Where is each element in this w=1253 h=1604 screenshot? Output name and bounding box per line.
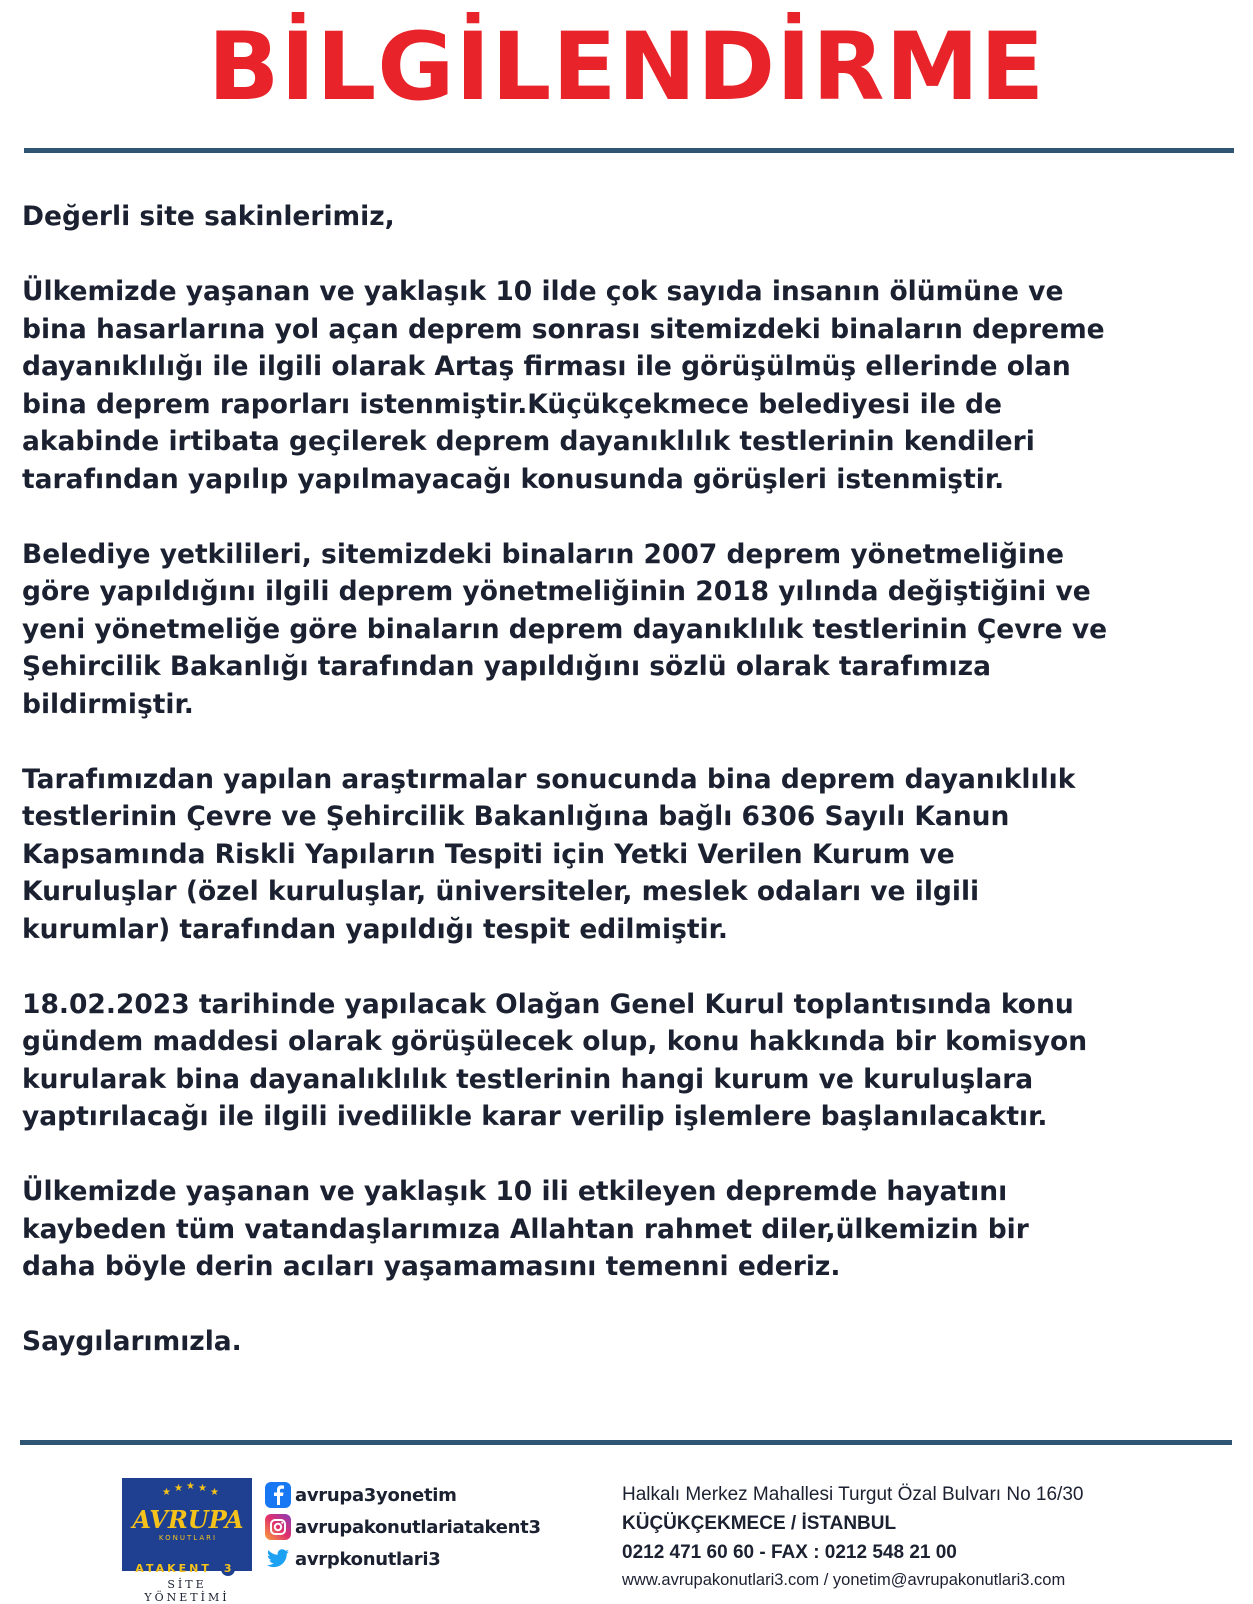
- website-email[interactable]: www.avrupakonutlari3.com / yonetim@avrupakonutlari3.com: [622, 1571, 1066, 1589]
- star-icon: ★: [198, 1483, 207, 1494]
- bottom-divider: [20, 1440, 1232, 1445]
- paragraph-2: Belediye yetkilileri, sitemizdeki binaların 2007 deprem yönetmeliğine göre yapıldığını ilgili deprem yönetmeliğinin 2018 yılında değiştiğini ve yeni yönetmeliğe göre binaların deprem dayanıklılık testlerinin Çevre ve Şehircilik Bakanlığı tarafından yapıldığını sözlü olarak tarafımıza bildirmiştir.: [22, 538, 1108, 720]
- star-icon: ★: [162, 1487, 171, 1498]
- city: KÜÇÜKÇEKMECE / İSTANBUL: [622, 1513, 897, 1534]
- page-title: BİLGİLENDİRME: [207, 13, 1046, 122]
- twitter-handle: avrpkonutlari3: [295, 1548, 441, 1570]
- announcement-body: [22, 198, 1232, 1398]
- social-instagram[interactable]: [265, 1512, 595, 1542]
- logo-word: AVRUPA: [132, 1505, 244, 1534]
- address: Halkalı Merkez Mahallesi Turgut Özal Bulvarı No 16/30: [622, 1484, 1084, 1505]
- twitter-icon: [265, 1546, 291, 1572]
- paragraph-1: Ülkemizde yaşanan ve yaklaşık 10 ilde çok sayıda insanın ölümüne ve bina hasarlarına yol açan deprem sonrası sitemizdeki binaların depreme dayanıklılığı ile ilgili olarak Artaş firması ile görüşülmüş ellerinde olan bina deprem raporları istenmiştir.Küçükçekmece belediyesi ile de akabinde irtibata geçilerek deprem dayanıklılık testlerinin kendileri tarafından yapılıp yapılmayacağı konusunda görüşleri istenmiştir.: [22, 276, 1105, 495]
- paragraph-5: Ülkemizde yaşanan ve yaklaşık 10 ili etkileyen depremde hayatını kaybeden tüm vatandaşlarımıza Allahtan rahmet diler,ülkemizin bir daha böyle derin acıları yaşamamasını temenni ederiz.: [22, 1176, 1029, 1282]
- star-icon: ★: [174, 1483, 183, 1494]
- logo-caption: SİTE YÖNETİMİ: [144, 1578, 230, 1604]
- paragraph-4: 18.02.2023 tarihinde yapılacak Olağan Genel Kurul toplantısında konu gündem maddesi olarak görüşülecek olup, konu hakkında bir komisyon kurularak bina dayanalıklılık testlerinin hangi kurum ve kuruluşlara yaptırılacağı ile ilgili ivedilikle karar verilip işlemlere başlanılacaktır.: [22, 988, 1088, 1132]
- logo-sub: KONUTLARI: [158, 1534, 218, 1542]
- site-management-logo: [122, 1478, 252, 1604]
- phone-fax: 0212 471 60 60 - FAX : 0212 548 21 00: [622, 1542, 957, 1563]
- paragraph-3: Tarafımızdan yapılan araştırmalar sonucunda bina deprem dayanıklılık testlerinin Çevre ve Şehircilik Bakanlığına bağlı 6306 Sayılı Kanun Kapsamında Riskli Yapıların Tespiti için Yetki Verilen Kurum ve Kuruluşlar (özel kuruluşlar, üniversiteler, meslek odaları ve ilgili kurumlar) tarafından yapıldığı tespit edilmiştir.: [22, 763, 1076, 945]
- star-icon: ★: [210, 1487, 219, 1498]
- social-facebook[interactable]: [265, 1480, 595, 1510]
- logo-background: [122, 1478, 252, 1571]
- social-twitter[interactable]: [265, 1544, 595, 1574]
- closing: Saygılarımızla.: [22, 1326, 242, 1357]
- top-divider: [24, 148, 1234, 153]
- instagram-icon: [265, 1514, 291, 1540]
- facebook-handle: avrupa3yonetim: [295, 1484, 457, 1506]
- logo-number: 3: [221, 1562, 235, 1576]
- star-icon: ★: [186, 1481, 195, 1492]
- greeting: Değerli site sakinlerimiz,: [22, 201, 395, 232]
- logo-atakent: ATAKENT 3: [130, 1562, 240, 1576]
- facebook-icon: [265, 1482, 291, 1508]
- instagram-handle: avrupakonutlariatakent3: [295, 1516, 541, 1538]
